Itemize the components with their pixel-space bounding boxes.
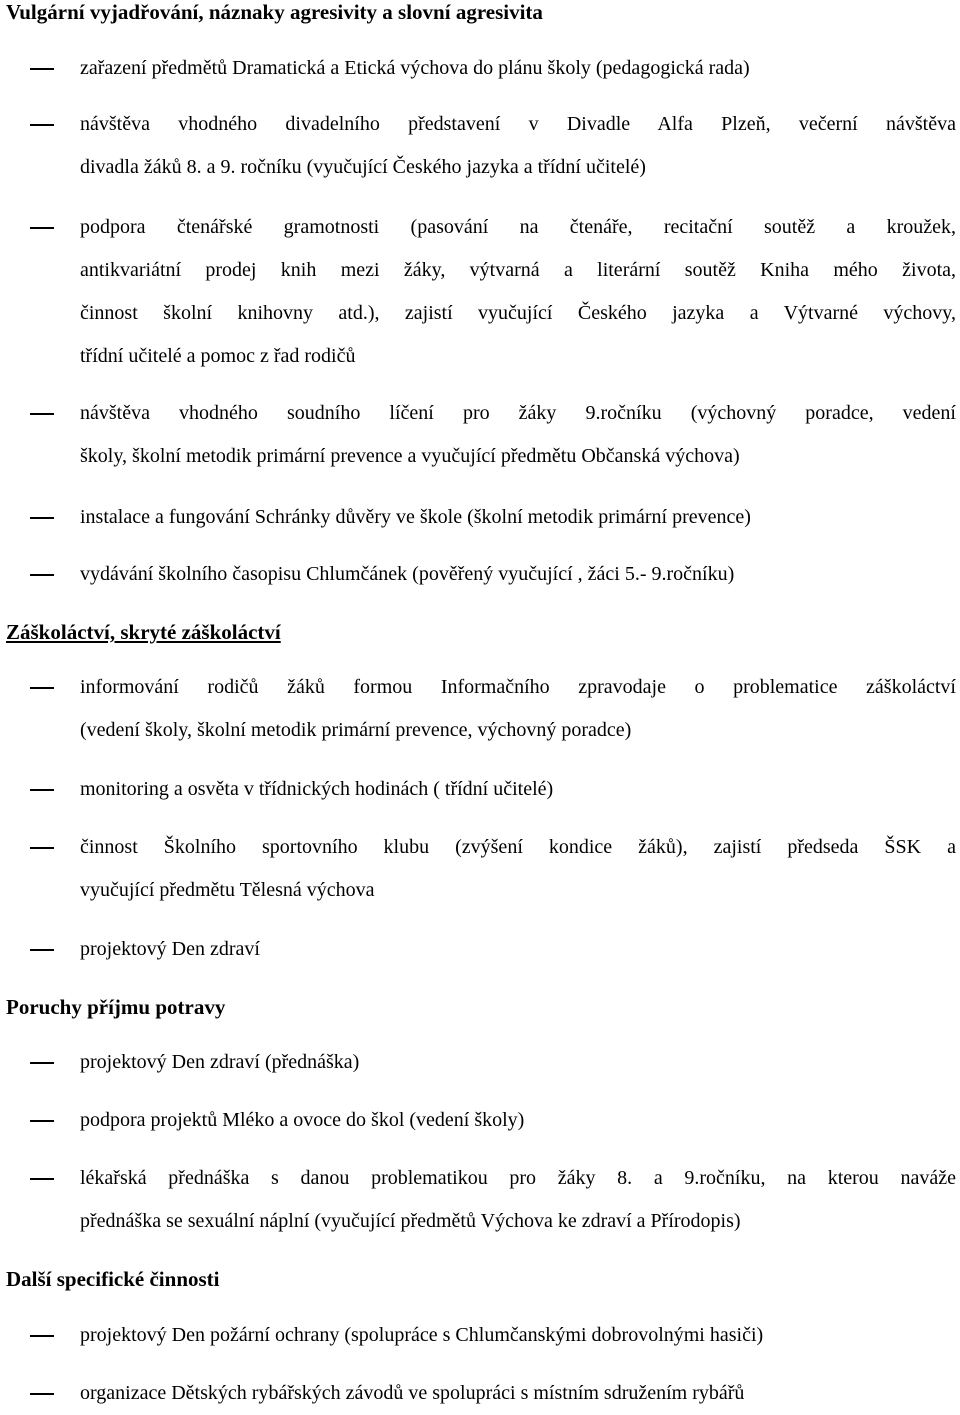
list-item-line: vyučující předmětu Tělesná výchova	[80, 879, 375, 901]
dash-bullet-icon	[30, 1120, 54, 1122]
list-item-line: informování rodičů žáků formou Informačního zpravodaje o problematice záškoláctví	[80, 676, 956, 698]
dash-bullet-icon	[30, 1062, 54, 1064]
list-item-line: vydávání školního časopisu Chlumčánek (pověřený vyučující , žáci 5.- 9.ročníku)	[80, 563, 735, 585]
list-item-line: antikvariátní prodej knih mezi žáky, výtvarná a literární soutěž Kniha mého života,	[80, 259, 956, 281]
list-item-line: zařazení předmětů Dramatická a Etická výchova do plánu školy (pedagogická rada)	[80, 57, 750, 79]
list-item-text	[80, 496, 956, 539]
list-item-line: lékařská přednáška s danou problematikou pro žáky 8. a 9.ročníku, na kterou naváže	[80, 1167, 956, 1189]
list-item-line: návštěva vhodného divadelního představení v Divadle Alfa Plzeň, večerní návštěva	[80, 113, 956, 135]
list-item-line: podpora čtenářské gramotnosti (pasování na čtenáře, recitační soutěž a kroužek,	[80, 216, 956, 238]
list-item-text	[80, 1157, 956, 1243]
list-item-text	[80, 1372, 956, 1415]
list-item-text	[80, 768, 956, 811]
dash-bullet-icon	[30, 687, 54, 689]
list-item-line: podpora projektů Mléko a ovoce do škol (vedení školy)	[80, 1109, 525, 1131]
list-item-text	[80, 47, 956, 90]
list-item-line: projektový Den zdraví (přednáška)	[80, 1051, 360, 1073]
dash-bullet-icon	[30, 68, 54, 70]
list-item-line: návštěva vhodného soudního líčení pro žáky 9.ročníku (výchovný poradce, vedení	[80, 402, 956, 424]
list-item-text	[80, 1099, 956, 1142]
dash-bullet-icon	[30, 789, 54, 791]
dash-bullet-icon	[30, 1393, 54, 1395]
dash-bullet-icon	[30, 1178, 54, 1180]
list-item-line: činnost Školního sportovního klubu (zvýšení kondice žáků), zajistí předseda ŠSK a	[80, 836, 956, 858]
list-item-text	[80, 826, 956, 912]
dash-bullet-icon	[30, 847, 54, 849]
section-heading: Vulgární vyjadřování, náznaky agresivity a slovní agresivita	[6, 0, 543, 24]
list-item-text	[80, 392, 956, 478]
list-item-line: divadla žáků 8. a 9. ročníku (vyučující Českého jazyka a třídní učitelé)	[80, 156, 646, 178]
list-item-text	[80, 206, 956, 378]
list-item-line: organizace Dětských rybářských závodů ve spolupráci s místním sdružením rybářů	[80, 1382, 745, 1404]
list-item-line: přednáška se sexuální náplní (vyučující předmětů Výchova ke zdraví a Přírodopis)	[80, 1210, 741, 1232]
list-item-line: projektový Den zdraví	[80, 938, 260, 960]
list-item-line: monitoring a osvěta v třídnických hodinách ( třídní učitelé)	[80, 778, 554, 800]
list-item-text	[80, 1041, 956, 1084]
list-item-line: projektový Den požární ochrany (spolupráce s Chlumčanskými dobrovolnými hasiči)	[80, 1324, 764, 1346]
list-item-text	[80, 666, 956, 752]
list-item-line: školy, školní metodik primární prevence a vyučující předmětu Občanská výchova)	[80, 445, 740, 467]
dash-bullet-icon	[30, 517, 54, 519]
list-item-line: třídní učitelé a pomoc z řad rodičů	[80, 345, 356, 367]
dash-bullet-icon	[30, 124, 54, 126]
dash-bullet-icon	[30, 574, 54, 576]
dash-bullet-icon	[30, 227, 54, 229]
list-item-line: (vedení školy, školní metodik primární prevence, výchovný poradce)	[80, 719, 632, 741]
list-item-text	[80, 103, 956, 189]
dash-bullet-icon	[30, 949, 54, 951]
dash-bullet-icon	[30, 1335, 54, 1337]
section-heading: Další specifické činnosti	[6, 1267, 220, 1291]
section-heading: Poruchy příjmu potravy	[6, 995, 226, 1019]
section-heading: Záškoláctví, skryté záškoláctví	[6, 620, 281, 644]
list-item-text	[80, 928, 956, 971]
list-item-line: činnost školní knihovny atd.), zajistí vyučující Českého jazyka a Výtvarné výchovy,	[80, 302, 956, 324]
list-item-line: instalace a fungování Schránky důvěry ve škole (školní metodik primární prevence)	[80, 506, 751, 528]
list-item-text	[80, 1314, 956, 1357]
list-item-text	[80, 553, 956, 596]
dash-bullet-icon	[30, 413, 54, 415]
